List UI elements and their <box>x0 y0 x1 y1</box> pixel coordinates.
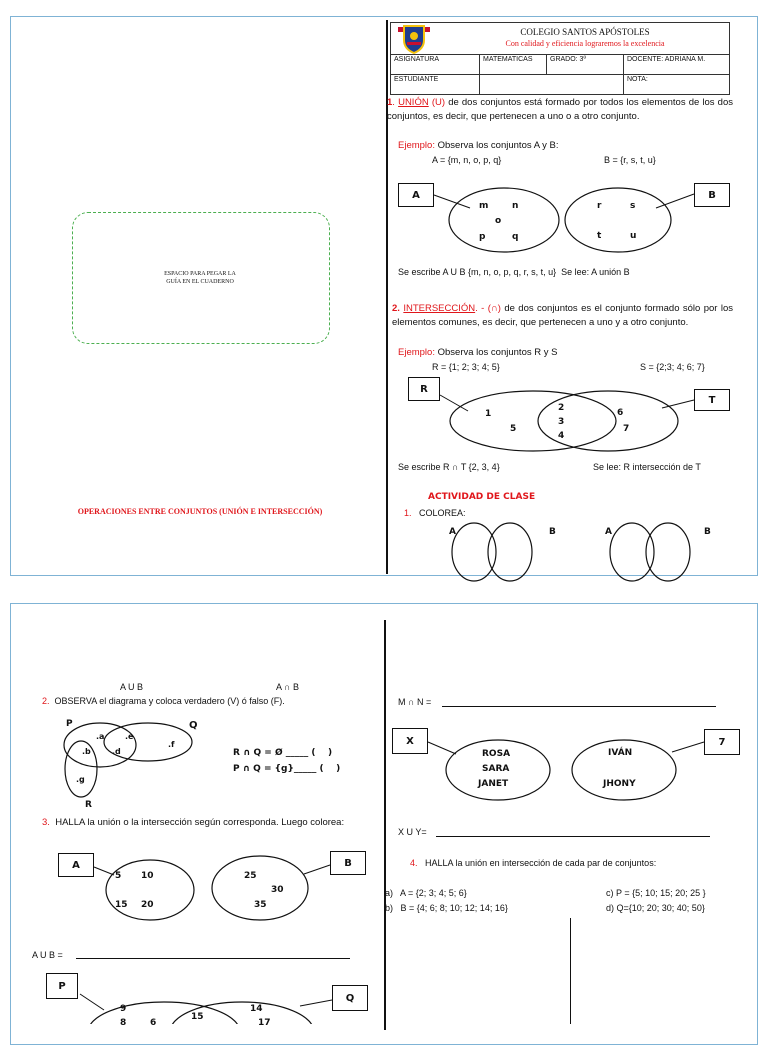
q3-elem-10: 10 <box>141 871 154 881</box>
union-elem-o: o <box>495 216 502 226</box>
intersection-diagram <box>390 375 740 465</box>
statement-2[interactable]: P ∩ Q = {g}_____ ( ) <box>233 764 341 774</box>
intersection-box-t: T <box>694 389 730 411</box>
q3-elem-9: 9 <box>120 1004 127 1014</box>
mnn-answer-label: M ∩ N = <box>398 697 432 707</box>
union-box-b: B <box>694 183 730 207</box>
q3-box-a: A <box>58 853 94 877</box>
intersection-set-s: S = {2;3; 4; 6; 7} <box>640 362 705 372</box>
activity-item-1: 1. COLOREA: <box>404 508 466 518</box>
set-a-def: a) A = {2; 3; 4; 5; 6} <box>385 888 467 898</box>
mnn-answer-line[interactable] <box>442 706 716 707</box>
intersection-elem-6: 6 <box>617 408 624 418</box>
column-divider-2 <box>384 620 386 1030</box>
diagram-elem-f: .f <box>168 740 175 749</box>
question-4: 4. HALLA la unión en intersección de cada par de conjuntos: <box>410 858 657 868</box>
intersection-elem-2: 2 <box>558 403 565 413</box>
intersection-elem-3: 3 <box>558 417 565 427</box>
nota-label: NOTA: <box>624 75 730 95</box>
union-definition: 1. UNIÓN (U) de dos conjuntos está formado por todos los elementos de los dos conjuntos, es decir, que pertenecen a uno o a otro conjunto. <box>387 97 734 122</box>
colorea-2-a: A <box>605 527 612 537</box>
q3-box-q: Q <box>332 985 368 1011</box>
topic-title: OPERACIONES ENTRE CONJUNTOS (UNIÓN E INTERSECCIÓN) <box>77 507 323 516</box>
q3-elem-35: 35 <box>254 900 267 910</box>
estudiante-label: ESTUDIANTE <box>391 75 480 95</box>
intersection-definition: 2. INTERSECCIÓN. - (∩) de dos conjuntos es el conjunto formado sólo por los elementos comunes, es decir, que pertenecen a uno y a otro conjunto. <box>392 303 733 328</box>
q3-elem-15: 15 <box>115 900 128 910</box>
q3-elem-30: 30 <box>271 885 284 895</box>
diagram-label-q: Q <box>189 720 198 731</box>
colorea-diagram-2[interactable] <box>606 520 702 582</box>
xuy-answer-line[interactable] <box>436 836 710 837</box>
colorea-diagram-1[interactable] <box>450 520 546 582</box>
diagram-elem-e: .e <box>125 732 134 741</box>
intersection-elem-1: 1 <box>485 409 492 419</box>
diagram-label-r: R <box>85 800 92 810</box>
diagram-elem-g: .g <box>76 775 85 784</box>
union-elem-t: t <box>597 231 602 241</box>
aub-answer-line[interactable] <box>76 958 350 959</box>
q3-elem-15-common: 15 <box>191 1012 204 1022</box>
label-aub: A U B <box>120 682 144 692</box>
x-elem-rosa: ROSA <box>482 749 511 759</box>
q3-elem-17: 17 <box>258 1018 271 1028</box>
y-elem-jhony: JHONY <box>603 779 636 789</box>
paste-area-text: ESPACIO PARA PEGAR LA GUÍA EN EL CUADERNO <box>164 271 236 285</box>
colorea-1-b: B <box>549 527 556 537</box>
activity-title: ACTIVIDAD DE CLASE <box>428 492 536 502</box>
union-example: Ejemplo: Observa los conjuntos A y B: <box>398 140 559 151</box>
intersection-writes: Se escribe R ∩ T {2, 3, 4} <box>398 462 500 472</box>
question-3: 3. HALLA la unión o la intersección según corresponda. Luego colorea: <box>42 817 345 828</box>
q3-elem-5: 5 <box>115 871 122 881</box>
xuy-answer-label: X U Y= <box>398 827 427 837</box>
question-2: 2. OBSERVA el diagrama y coloca verdadero (V) ó falso (F). <box>42 696 285 706</box>
q3-elem-6: 6 <box>150 1018 157 1028</box>
statement-1[interactable]: R ∩ Q = Ø _____ ( ) <box>233 748 333 758</box>
diagram-elem-d: .d <box>112 747 121 756</box>
set-p-def: c) P = {5; 10; 15; 20; 25 } <box>606 888 706 898</box>
school-name: COLEGIO SANTOS APÓSTOLES <box>520 27 650 37</box>
grado: GRADO: 3º <box>547 55 624 75</box>
intersection-example: Ejemplo: Observa los conjuntos R y S <box>398 347 558 358</box>
union-elem-r: r <box>597 201 602 211</box>
colorea-1-a: A <box>449 527 456 537</box>
asignatura-value: MATEMATICAS <box>480 55 547 75</box>
intersection-reads: Se lee: R intersección de T <box>593 462 701 472</box>
header-border <box>390 22 730 55</box>
set-b-def: b) B = {4; 6; 8; 10; 12; 14; 16} <box>385 903 508 913</box>
docente: DOCENTE: ADRIANA M. <box>624 55 730 75</box>
diagram-label-p: P <box>66 719 73 729</box>
union-elem-u: u <box>630 231 637 241</box>
q3-elem-14: 14 <box>250 1004 263 1014</box>
aub-answer-label: A U B = <box>32 950 63 960</box>
union-elem-m: m <box>479 201 489 211</box>
diagram-elem-b: .b <box>82 747 91 756</box>
union-elem-n: n <box>512 201 519 211</box>
intersection-elem-4: 4 <box>558 431 565 441</box>
x-elem-sara: SARA <box>482 764 510 774</box>
union-set-a: A = {m, n, o, p, q} <box>432 155 502 165</box>
school-motto: Con calidad y eficiencia lograremos la excelencia <box>505 39 665 48</box>
q3-box-p: P <box>46 973 78 999</box>
label-anb: A ∩ B <box>276 682 299 692</box>
union-elem-s: s <box>630 201 636 211</box>
asignatura-label: ASIGNATURA <box>391 55 480 75</box>
q3-diagram-pq[interactable] <box>74 990 344 1024</box>
q3-box-b: B <box>330 851 366 875</box>
union-set-b: B = {r, s, t, u} <box>604 155 656 165</box>
xy-diagram <box>420 730 710 810</box>
intersection-elem-7: 7 <box>623 424 630 434</box>
y-elem-ivan: IVÁN <box>608 748 633 758</box>
union-writes: Se escribe A U B {m, n, o, p, q, r, s, t, u} Se lee: A unión B <box>398 267 630 277</box>
q3-diagram-ab[interactable] <box>90 850 340 940</box>
set-q-def: d) Q={10; 20; 30; 40; 50} <box>606 903 705 913</box>
header-table <box>390 54 730 95</box>
colorea-2-b: B <box>704 527 711 537</box>
q3-elem-8: 8 <box>120 1018 127 1028</box>
box-7: 7 <box>704 729 740 755</box>
intersection-elem-5: 5 <box>510 424 517 434</box>
q3-elem-25: 25 <box>244 871 257 881</box>
union-box-a: A <box>398 183 434 207</box>
box-x: X <box>392 728 428 754</box>
estudiante-field[interactable] <box>480 75 624 95</box>
answer-divider <box>570 918 571 1024</box>
q3-elem-20: 20 <box>141 900 154 910</box>
union-elem-p: p <box>479 232 486 242</box>
diagram-elem-a: .a <box>96 732 105 741</box>
union-elem-q: q <box>512 232 519 242</box>
intersection-set-r: R = {1; 2; 3; 4; 5} <box>432 362 500 372</box>
union-diagram <box>390 180 740 260</box>
x-elem-janet: JANET <box>478 779 509 789</box>
intersection-box-r: R <box>408 377 440 401</box>
